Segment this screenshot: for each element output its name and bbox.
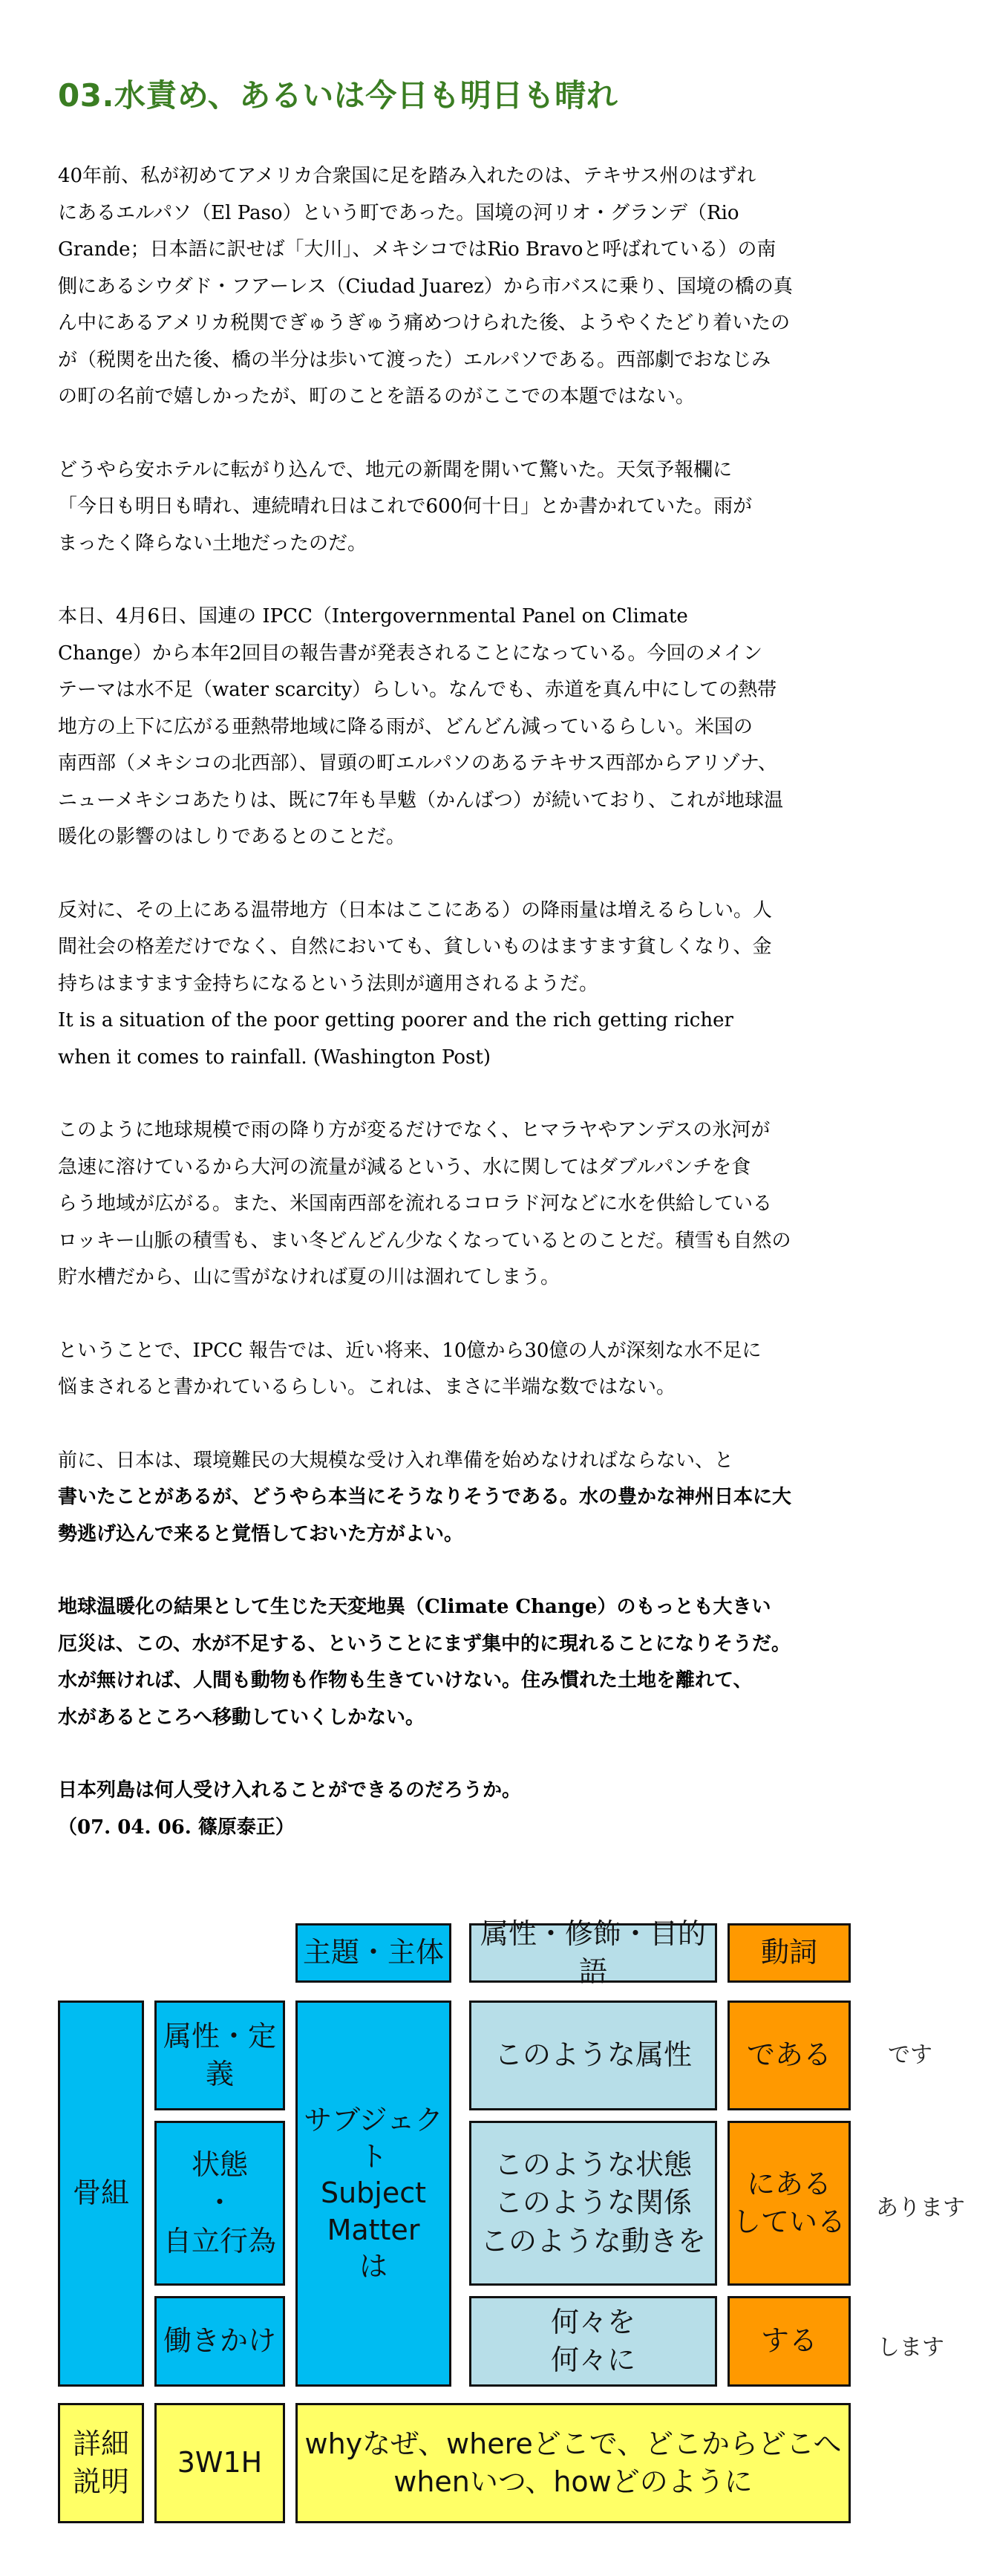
article-paragraph (58, 158, 937, 416)
article-line: テーマは水不足（water scarcity）らしい。なんでも、赤道を真ん中にしての熱帯 (58, 679, 777, 701)
article-line: 貯水槽だから、山に雪がなければ夏の川は涸れてしまう。 (58, 1266, 560, 1288)
article-line: 水が無ければ、人間も動物も作物も生きていけない。住み慣れた土地を離れて、 (58, 1669, 753, 1692)
article-line: どうやら安ホテルに転がり込んで、地元の新聞を開いて驚いた。天気予報欄に (58, 458, 733, 481)
detail-text-line: whenいつ、howどのように (393, 2465, 753, 2498)
subject-cell (295, 2001, 451, 2387)
attribute-row1: このような属性 (469, 2001, 717, 2110)
article-paragraph (58, 599, 937, 856)
article-paragraph (58, 1589, 937, 1736)
verb-row3: する (727, 2296, 851, 2387)
article-paragraph (58, 893, 937, 1077)
page-title: 03.水責め、あるいは今日も明日も晴れ (58, 77, 618, 114)
verb-row2 (727, 2121, 851, 2286)
row2-label-line: 自立行為 (163, 2224, 276, 2257)
article-line: 前に、日本は、環境難民の大規模な受け入れ準備を始めなければならない、と (58, 1449, 734, 1472)
article-line: 地球温暖化の結果として生じた天変地異（Climate Change）のもっとも大きい (58, 1596, 771, 1618)
row2-label-line: ・ (205, 2186, 234, 2220)
row-label-influence: 働きかけ (154, 2296, 285, 2387)
article-line: 暖化の影響のはしりであるとのことだ。 (58, 826, 406, 848)
article-line: 急速に溶けているから大河の流量が減るという、水に関してはダブルパンチを食 (58, 1155, 751, 1178)
article-line: when it comes to rainfall. (Washington Post) (58, 1046, 491, 1069)
article-line: 悩まされると書かれているらしい。これは、まさに半端な数ではない。 (58, 1376, 676, 1398)
article-paragraph (58, 452, 937, 563)
article-line: 日本列島は何人受け入れることができるのだろうか。 (58, 1779, 522, 1801)
article-line: ん中にあるアメリカ税関でぎゅうぎゅう痛めつけられた後、ようやくたどり着いたの (58, 312, 791, 334)
article-line: 反対に、その上にある温帯地方（日本はここにある）の降雨量は増えるらしい。人 (58, 899, 773, 922)
subject-line: Matter (327, 2213, 420, 2246)
subject-line: は (359, 2250, 388, 2283)
header-attribute: 属性・修飾・目的語 (469, 1923, 717, 1983)
article-line: （07. 04. 06. 篠原泰正） (58, 1816, 295, 1839)
article-paragraph (58, 1112, 937, 1297)
article-line: の町の名前で嬉しかったが、町のことを語るのがここでの本題ではない。 (58, 385, 696, 408)
suffix-arimasu: あります (876, 2195, 965, 2221)
attribute-row2 (469, 2121, 717, 2286)
article-line: 40年前、私が初めてアメリカ合衆国に足を踏み入れたのは、テキサス州のはずれ (58, 165, 756, 187)
article-line: らう地域が広がる。また、米国南西部を流れるコロラド河などに水を供給している (58, 1193, 773, 1215)
article-paragraph (58, 1773, 937, 1846)
article-line: まったく降らない土地だったのだ。 (58, 532, 367, 555)
article-line: ロッキー山脈の積雪も、まい冬どんどん少なくなっているとのことだ。積雪も自然の (58, 1229, 791, 1252)
skeleton-cell: 骨組 (58, 2001, 144, 2387)
article-paragraph (58, 1333, 937, 1406)
sentence-structure-diagram (0, 1917, 994, 2554)
attribute-row3 (469, 2296, 717, 2387)
attribute-row3-line: 何々を (550, 2305, 635, 2338)
article-line: It is a situation of the poor getting poorer and the rich getting richer (58, 1009, 733, 1031)
article-line: 持ちはますます金持ちになるという法則が適用されるようだ。 (58, 972, 599, 995)
attribute-row2-line: このような状態 (494, 2148, 692, 2182)
article-body (58, 158, 937, 1882)
article-line: ということで、IPCC 報告では、近い将来、10億から30億の人が深刻な水不足に (58, 1339, 762, 1362)
article-line: 書いたことがあるが、どうやら本当にそうなりそうである。水の豊かな神州日本に大 (58, 1486, 792, 1508)
attribute-row2-line: このような動きを (480, 2224, 706, 2257)
article-line: 本日、4月6日、国連の IPCC（Intergovernmental Panel on Climate (58, 605, 688, 627)
header-verb: 動詞 (727, 1923, 851, 1983)
detail-text-line: whyなぜ、whereどこで、どこからどこへ (304, 2427, 842, 2460)
detail-text-cell (295, 2403, 851, 2523)
article-line: 地方の上下に広がる亜熱帯地域に降る雨が、どんどん減っているらしい。米国の (58, 715, 753, 738)
attribute-row2-line: このような関係 (494, 2186, 692, 2220)
article-line: ニューメキシコあたりは、既に7年も旱魃（かんばつ）が続いており、これが地球温 (58, 789, 783, 812)
verb-row2-line: している (732, 2205, 846, 2238)
article-line: 厄災は、この、水が不足する、ということにまず集中的に現れることになりそうだ。 (58, 1632, 791, 1655)
article-line: 南西部（メキシコの北西部）、冒頭の町エルパソのあるテキサス西部からアリゾナ、 (58, 752, 778, 775)
suffix-shimasu: します (877, 2335, 944, 2361)
article-line: このように地球規模で雨の降り方が変るだけでなく、ヒマラヤやアンデスの氷河が (58, 1119, 771, 1141)
row-label-state-action (154, 2121, 285, 2286)
verb-row1: である (727, 2001, 851, 2110)
article-line: が（税関を出た後、橋の半分は歩いて渡った）エルパソである。西部劇でおなじみ (58, 348, 771, 371)
article-line: にあるエルパソ（El Paso）という町であった。国境の河リオ・グランデ（Rio (58, 201, 739, 224)
w3h-cell: 3W1H (154, 2403, 285, 2523)
detail-label-line: 説明 (72, 2465, 129, 2498)
article-paragraph (58, 1443, 937, 1553)
article-line: 「今日も明日も晴れ、連続晴れ日はこれで600何十日」とか書かれていた。雨が (58, 495, 753, 518)
suffix-desu: です (888, 2042, 932, 2068)
article-line: 水があるところへ移動していくしかない。 (58, 1706, 425, 1729)
header-subject: 主題・主体 (295, 1923, 451, 1983)
article-line: Change）から本年2回目の報告書が発表されることになっている。今回のメイン (58, 642, 762, 665)
attribute-row3-line: 何々に (550, 2344, 635, 2376)
detail-label-line: 詳細 (72, 2427, 129, 2460)
row2-label-line: 状態 (191, 2148, 248, 2182)
subject-line: Subject (320, 2176, 427, 2210)
verb-row2-line: にある (746, 2167, 831, 2200)
row-label-attribute-definition: 属性・定義 (154, 2001, 285, 2110)
article-line: 間社会の格差だけでなく、自然においても、貧しいものはますます貧しくなり、金 (58, 936, 772, 958)
detail-label-cell (58, 2403, 144, 2523)
subject-line: サブジェクト (304, 2103, 443, 2173)
article-line: 勢逃げ込んで来ると覚悟しておいた方がよい。 (58, 1522, 464, 1545)
article-line: 側にあるシウダド・フアーレス（Ciudad Juarez）から市バスに乗り、国境の橋の真 (58, 275, 793, 298)
article-line: Grande；日本語に訳せば「大川」、メキシコではRio Bravoと呼ばれている）の南 (58, 238, 776, 261)
